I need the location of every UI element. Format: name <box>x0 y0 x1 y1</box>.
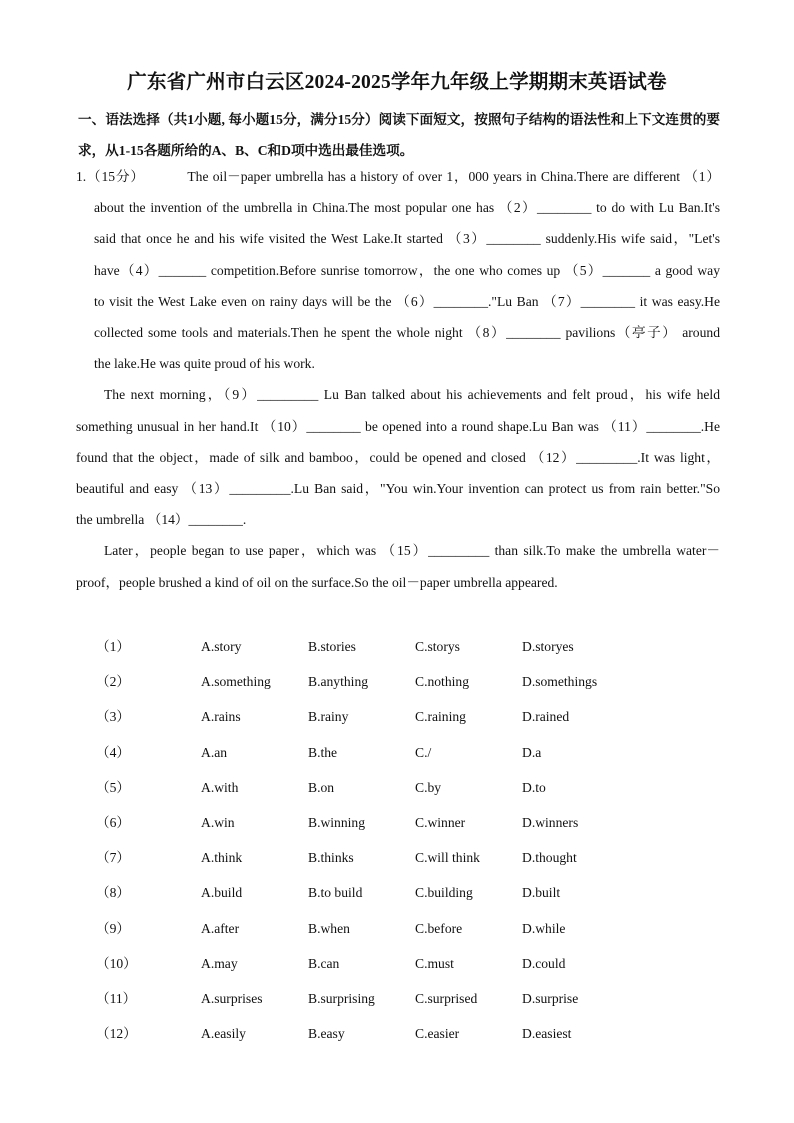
passage-line: the umbrella （14）________. <box>76 512 247 528</box>
passage-line: The next morning，（9）_________ Lu Ban talked about his achievements and felt proud，his wife held <box>104 387 720 403</box>
question-number: 1.（15分） <box>76 169 145 184</box>
option-b: B.surprising <box>308 990 375 1006</box>
option-d: D.rained <box>522 709 570 725</box>
reading-passage <box>76 161 720 598</box>
passage-line: beautiful and easy （13）_________.Lu Ban said，"You win.Your invention can protect us from rain better."So <box>76 481 720 497</box>
option-c: C.easier <box>415 1026 460 1042</box>
option-c: C.will think <box>415 850 480 866</box>
passage-line: proof，people brushed a kind of oil on the surface.So the oil－paper umbrella appeared. <box>76 574 558 590</box>
option-b: B.when <box>308 920 350 936</box>
option-row <box>96 770 642 805</box>
option-c: C.nothing <box>415 674 470 690</box>
option-a: A.something <box>201 674 271 690</box>
option-row <box>96 805 642 840</box>
passage-line: something unusual in her hand.It （10）________ be opened into a round shape.Lu Ban was （11）________.He <box>76 418 720 434</box>
option-a: A.win <box>201 814 235 830</box>
item-number: （4） <box>96 744 130 760</box>
option-row <box>96 981 642 1016</box>
option-a: A.after <box>201 920 240 936</box>
option-b: B.anything <box>308 674 369 690</box>
item-number: （7） <box>96 850 130 866</box>
section-heading: 一、语法选择（共1小题, 每小题15分，满分15分）阅读下面短文，按照句子结构的语法性和上下文连贯的要求，从1-15各题所给的A、B、C和D项中选出最佳选项。 <box>78 112 720 158</box>
passage-line: collected some tools and materials.Then he spent the whole night （8）________ pavilions（亭子） around <box>94 325 720 341</box>
option-d: D.surprise <box>522 990 579 1006</box>
item-number: （3） <box>96 709 130 725</box>
option-c: C.storys <box>415 639 460 654</box>
option-d: D.thought <box>522 850 577 866</box>
option-a: A.easily <box>201 1026 246 1042</box>
option-b: B.to build <box>308 885 363 901</box>
option-row <box>96 735 642 770</box>
item-number: （1） <box>96 639 130 654</box>
option-a: A.surprises <box>201 990 263 1006</box>
option-b: B.on <box>308 779 335 795</box>
passage-line: said that once he and his wife visited the West Lake.It started （3）________ suddenly.His wife said，"Let's <box>94 231 720 247</box>
option-row <box>96 840 642 875</box>
option-a: A.build <box>201 885 243 901</box>
passage-line: have（4）_______ competition.Before sunrise tomorrow，the one who comes up （5）_______ a good way <box>94 262 720 278</box>
option-c: C.before <box>415 920 463 936</box>
paragraph-2 <box>76 379 720 535</box>
option-c: C.must <box>415 955 454 971</box>
option-d: D.while <box>522 920 566 936</box>
item-number: （9） <box>96 920 130 936</box>
option-row <box>96 875 642 910</box>
option-b: B.thinks <box>308 850 354 866</box>
item-number: （2） <box>96 674 130 690</box>
option-row <box>96 629 642 664</box>
option-a: A.with <box>201 779 239 795</box>
passage-line: 1.（15分） The oil－paper umbrella has a history of over 1，000 years in China.There are different （1） <box>76 169 721 184</box>
option-a: A.think <box>201 850 243 866</box>
option-row <box>96 699 642 734</box>
option-a: A.an <box>201 744 228 760</box>
option-a: A.may <box>201 955 238 971</box>
option-d: D.could <box>522 955 566 971</box>
item-number: （5） <box>96 779 130 795</box>
option-d: D.a <box>522 744 542 760</box>
item-number: （6） <box>96 814 130 830</box>
option-b: B.the <box>308 744 338 760</box>
option-c: C.surprised <box>415 990 478 1006</box>
option-b: B.winning <box>308 814 366 830</box>
option-c: C./ <box>415 744 432 760</box>
options-table <box>96 629 642 1051</box>
option-row <box>96 911 642 946</box>
option-c: C.by <box>415 779 442 795</box>
option-a: A.rains <box>201 709 241 725</box>
option-c: C.raining <box>415 709 466 725</box>
passage-line: found that the object，made of silk and bamboo，could be opened and closed （12）_________.It was light， <box>76 449 720 465</box>
option-d: D.somethings <box>522 674 598 690</box>
option-d: D.winners <box>522 814 579 830</box>
option-c: C.building <box>415 885 473 901</box>
exam-title: 广东省广州市白云区2024-2025学年九年级上学期期末英语试卷 <box>127 72 667 93</box>
passage-line: Later，people began to use paper，which was （15）_________ than silk.To make the umbrella water－ <box>104 543 720 559</box>
paragraph-1 <box>76 161 720 379</box>
item-number: （12） <box>96 1026 137 1042</box>
item-number: （11） <box>96 990 137 1006</box>
option-row <box>96 664 642 699</box>
passage-line: to visit the West Lake even on rainy days will be the （6）________."Lu Ban （7）________ it was easy.He <box>94 293 720 309</box>
paragraph-3 <box>76 535 720 597</box>
option-c: C.winner <box>415 814 466 830</box>
option-d: D.storyes <box>522 639 574 654</box>
option-b: B.easy <box>308 1026 345 1042</box>
option-b: B.stories <box>308 639 356 654</box>
option-d: D.built <box>522 885 561 901</box>
item-number: （8） <box>96 885 130 901</box>
option-d: D.easiest <box>522 1026 572 1042</box>
passage-line: the lake.He was quite proud of his work. <box>94 356 315 372</box>
option-b: B.can <box>308 955 340 971</box>
option-a: A.story <box>201 639 242 654</box>
option-row <box>96 1016 642 1051</box>
option-b: B.rainy <box>308 709 349 725</box>
passage-line: about the invention of the umbrella in China.The most popular one has （2）________ to do with Lu Ban.It's <box>94 200 720 216</box>
option-d: D.to <box>522 779 546 795</box>
item-number: （10） <box>96 955 137 971</box>
option-row <box>96 946 642 981</box>
